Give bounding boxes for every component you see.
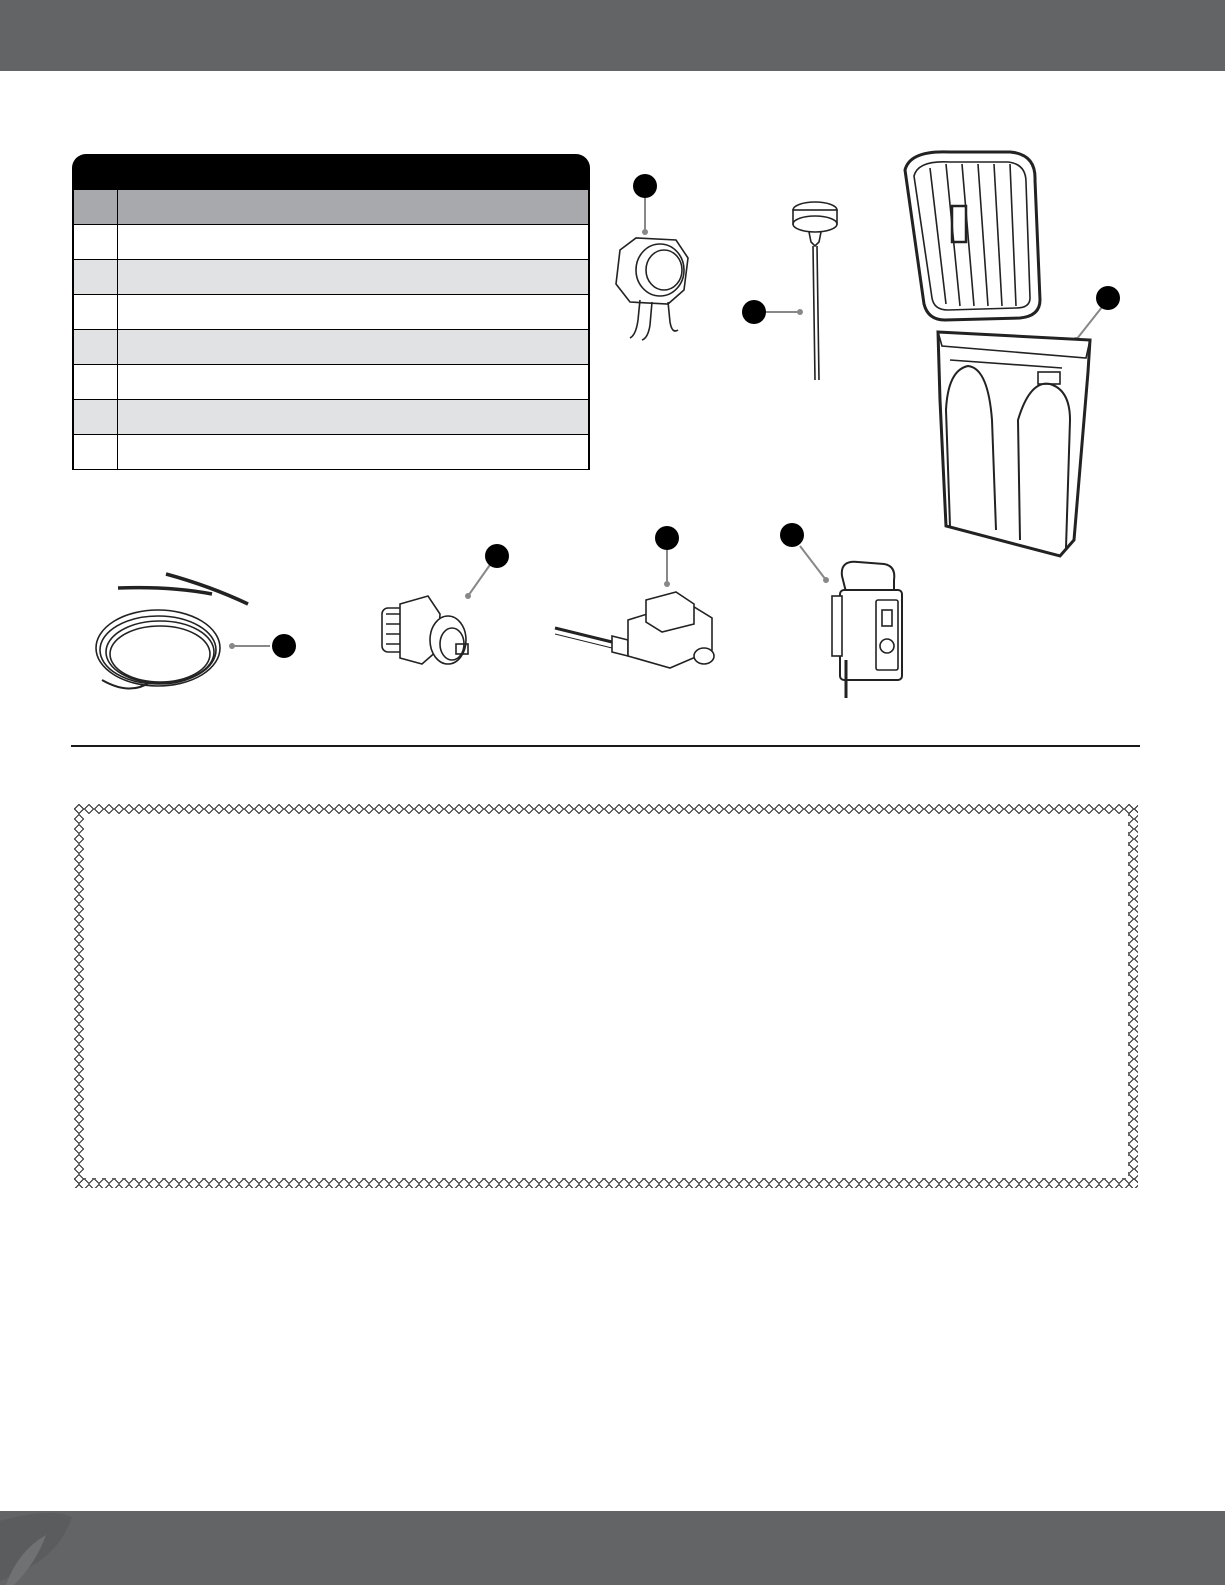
section-divider — [71, 745, 1140, 747]
controller-unit-icon — [780, 523, 902, 698]
power-adapter-icon — [555, 526, 714, 668]
tank-with-lid-icon — [905, 152, 1120, 556]
float-probe-icon — [742, 202, 837, 380]
footer-bar — [0, 1511, 1225, 1585]
notice-box — [74, 804, 1138, 1188]
injection-fitting-icon — [382, 544, 509, 664]
tubing-coil-icon — [96, 574, 296, 689]
pump-head-icon — [616, 174, 688, 340]
leaf-logo-icon — [0, 1511, 72, 1585]
parts-illustrations — [0, 0, 1225, 760]
